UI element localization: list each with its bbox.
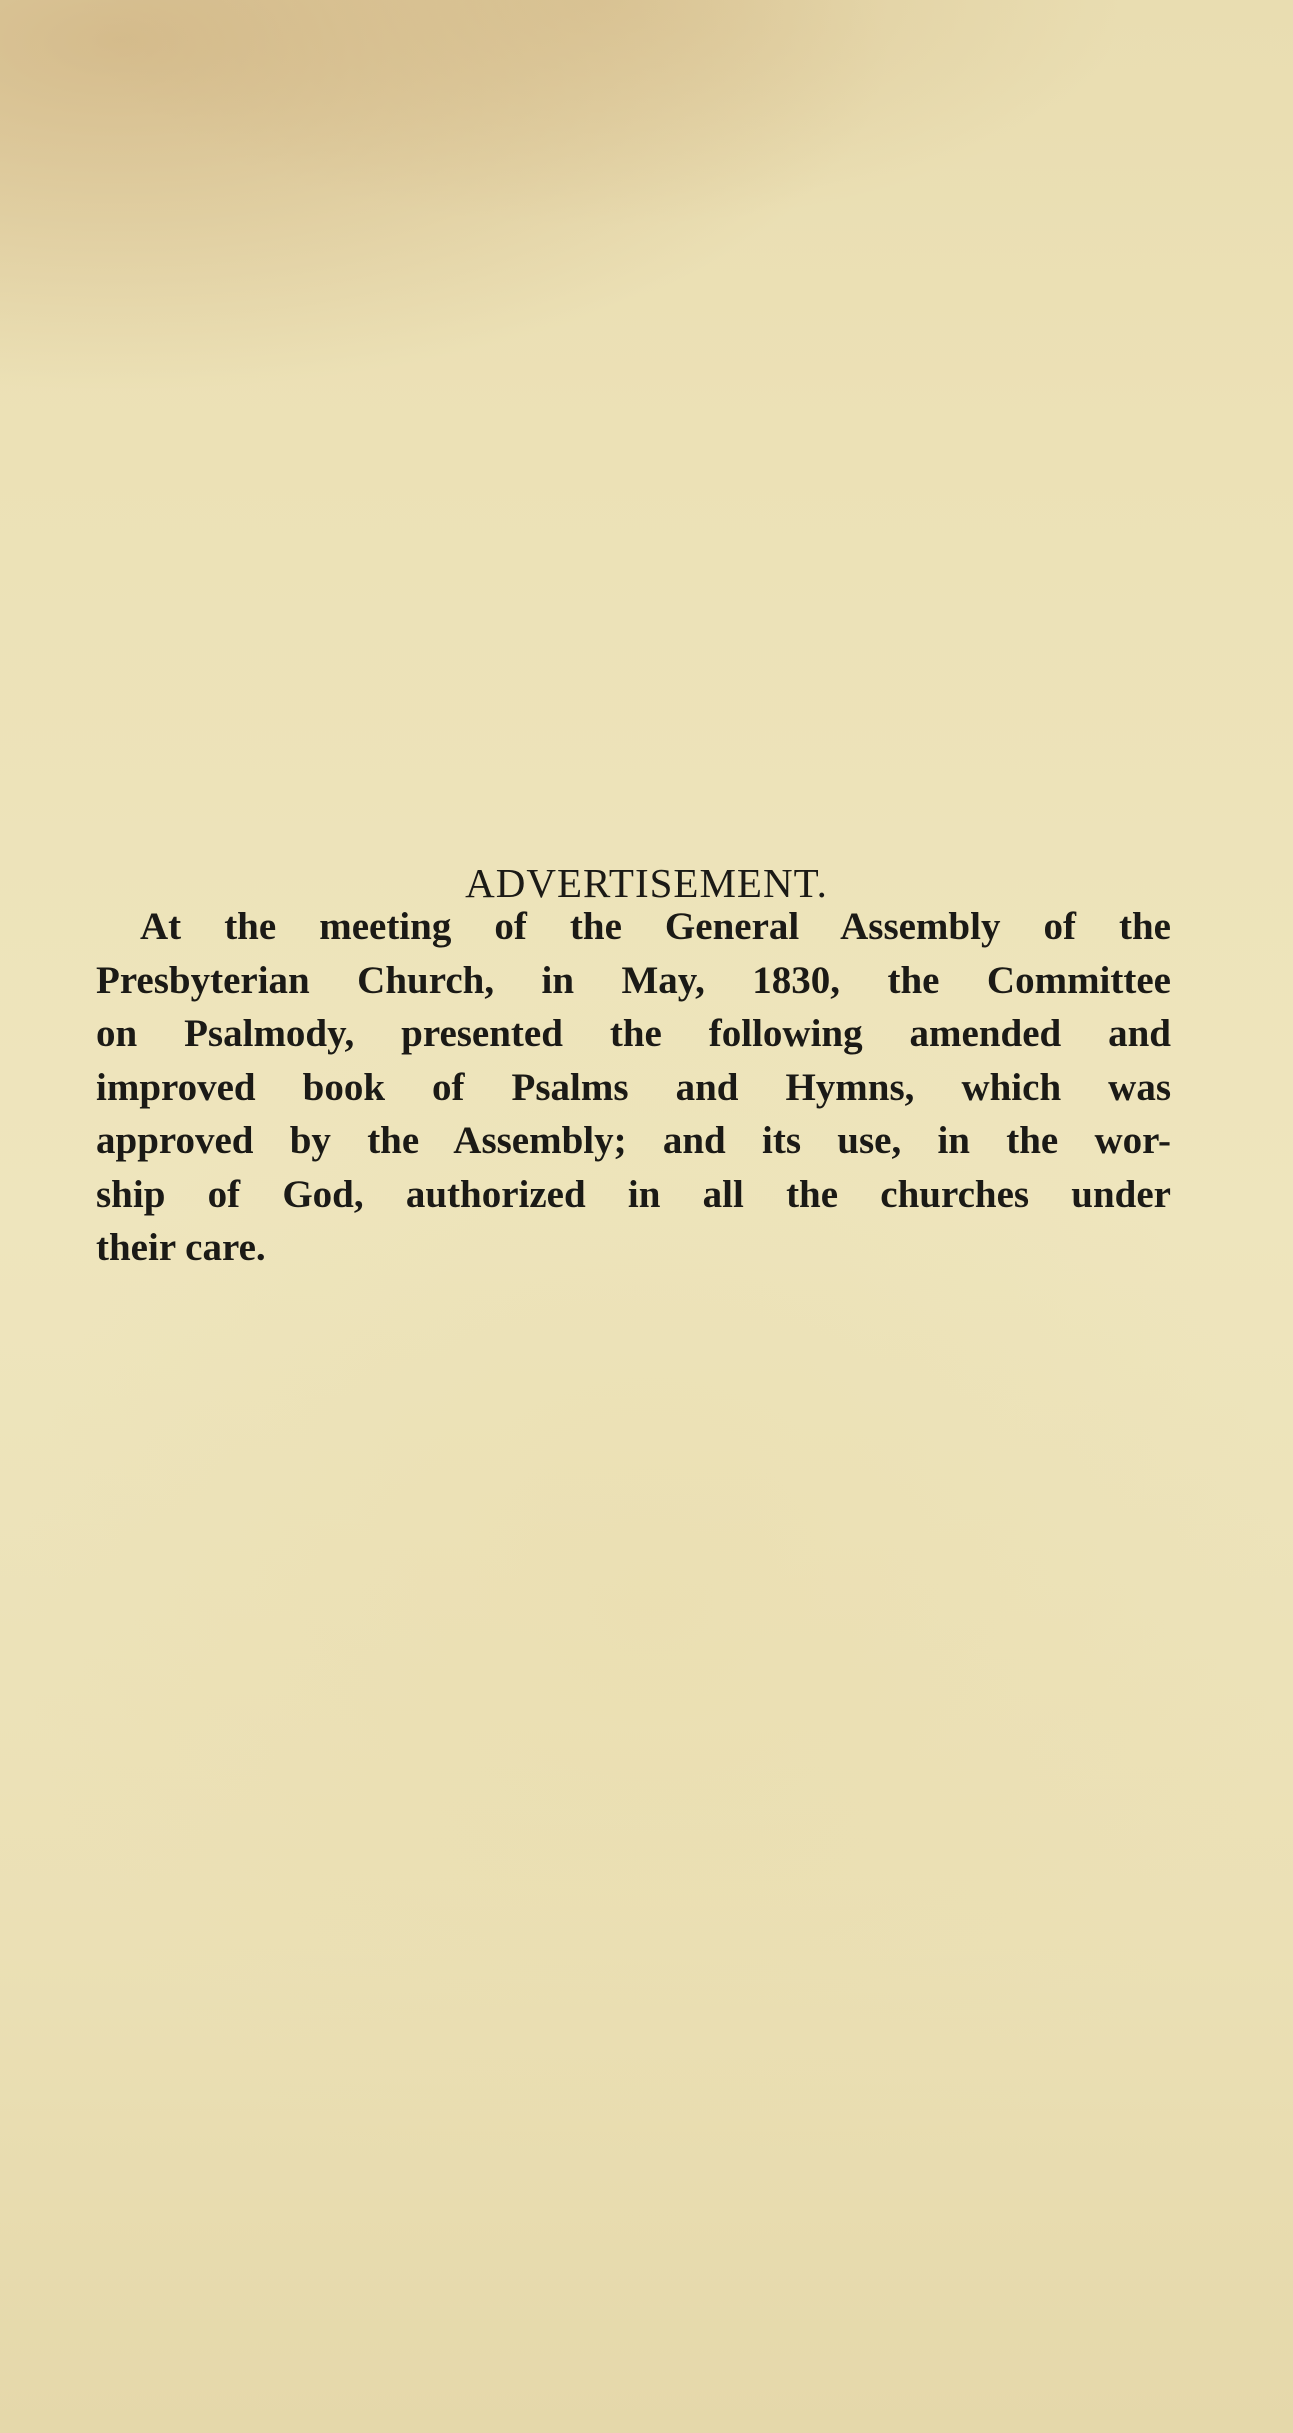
paragraph-line-text: At the meeting of the General Assembly of the	[140, 905, 1171, 948]
paragraph-line: approved by the Assembly; and its use, in the wor-	[96, 1119, 1171, 1162]
paragraph-line: improved book of Psalms and Hymns, which was	[96, 1065, 1171, 1109]
paragraph-line	[96, 900, 1171, 954]
advertisement-paragraph	[96, 900, 1171, 1275]
paragraph-line: ship of God, authorized in all the churches under	[96, 1172, 1171, 1216]
page-heading: ADVERTISEMENT.	[465, 860, 828, 907]
paragraph-line: their care.	[96, 1226, 266, 1269]
paragraph-line: Presbyterian Church, in May, 1830, the Committee	[96, 958, 1171, 1002]
paragraph-line: on Psalmody, presented the following amended and	[96, 1012, 1171, 1055]
